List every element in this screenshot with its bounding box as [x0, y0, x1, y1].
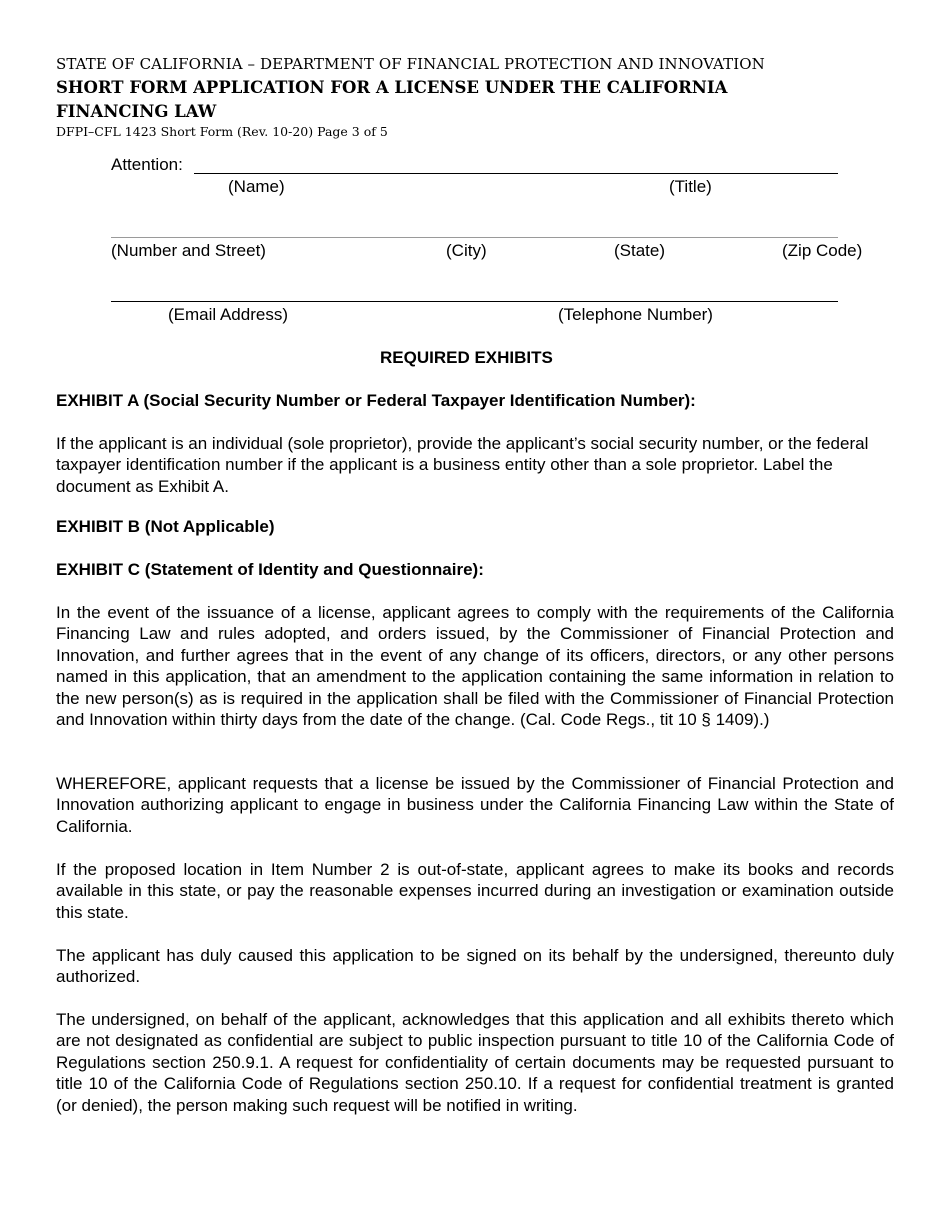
exhibit-c-heading: EXHIBIT C (Statement of Identity and Questionnaire): — [56, 560, 484, 579]
email-label: (Email Address) — [168, 305, 288, 324]
attention-label: Attention: — [111, 155, 183, 174]
state-label: (State) — [614, 241, 666, 260]
attention-line[interactable] — [194, 173, 838, 174]
street-label: (Number and Street) — [111, 241, 266, 260]
wherefore-paragraph: WHEREFORE, applicant requests that a license be issued by the Commissioner of Financial Protection and Innovation authorizing applicant to engage in business under the California Financing Law within the State of California. — [56, 774, 894, 836]
out-of-state-paragraph: If the proposed location in Item Number 2 is out-of-state, applicant agrees to make its books and records available in this state, or pay the reasonable expenses incurred during an investigation or examination outside this state. — [56, 860, 894, 922]
confidentiality-paragraph: The undersigned, on behalf of the applicant, acknowledges that this application and all exhibits thereto which are not designated as confidential are subject to public inspection pursuant to title 10 of the California Code of Regulations section 250.9.1. A request for confidentiality of certain documents may be requested pursuant to title 10 of the California Code of Regulations section 250.10. If a request for confidential treatment is granted (or denied), the person making such request will be notified in writing. — [56, 1010, 894, 1115]
city-label: (City) — [446, 241, 487, 260]
email-phone-line[interactable] — [111, 301, 838, 302]
zip-label: (Zip Code) — [782, 241, 863, 260]
exhibit-b-heading: EXHIBIT B (Not Applicable) — [56, 517, 275, 536]
title-label: (Title) — [669, 177, 712, 196]
phone-label: (Telephone Number) — [558, 305, 713, 324]
exhibit-a-heading: EXHIBIT A (Social Security Number or Federal Taxpayer Identification Number): — [56, 391, 696, 410]
exhibit-a-paragraph: If the applicant is an individual (sole proprietor), provide the applicant’s social security number, or the federal taxpayer identification number if the applicant is a business entity other than a sole proprietor. Label the document as Exhibit A. — [56, 434, 869, 496]
form-id: DFPI–CFL 1423 Short Form (Rev. 10-20) Page 3 of 5 — [56, 124, 388, 139]
form-title: SHORT FORM APPLICATION FOR A LICENSE UNDER THE CALIFORNIA FINANCING LAW — [56, 78, 728, 121]
agency-header: STATE OF CALIFORNIA – DEPARTMENT OF FINANCIAL PROTECTION AND INNOVATION — [56, 55, 765, 73]
name-label: (Name) — [228, 177, 285, 196]
signed-paragraph: The applicant has duly caused this application to be signed on its behalf by the undersigned, thereunto duly authorized. — [56, 946, 894, 987]
address-line[interactable] — [111, 237, 838, 238]
exhibit-c-paragraph: In the event of the issuance of a license, applicant agrees to comply with the requirements of the California Financing Law and rules adopted, and orders issued, by the Commissioner of Financial Protection and Innovation, and further agrees that in the event of any change of its officers, directors, or any other persons named in this application, that an amendment to the application containing the same information in relation to the new person(s) as is required in the application shall be filed with the Commissioner of Financial Protection and Innovation within thirty days from the date of the change. (Cal. Code Regs., tit 10 § 1409).) — [56, 603, 894, 730]
required-exhibits-heading: REQUIRED EXHIBITS — [380, 348, 553, 367]
